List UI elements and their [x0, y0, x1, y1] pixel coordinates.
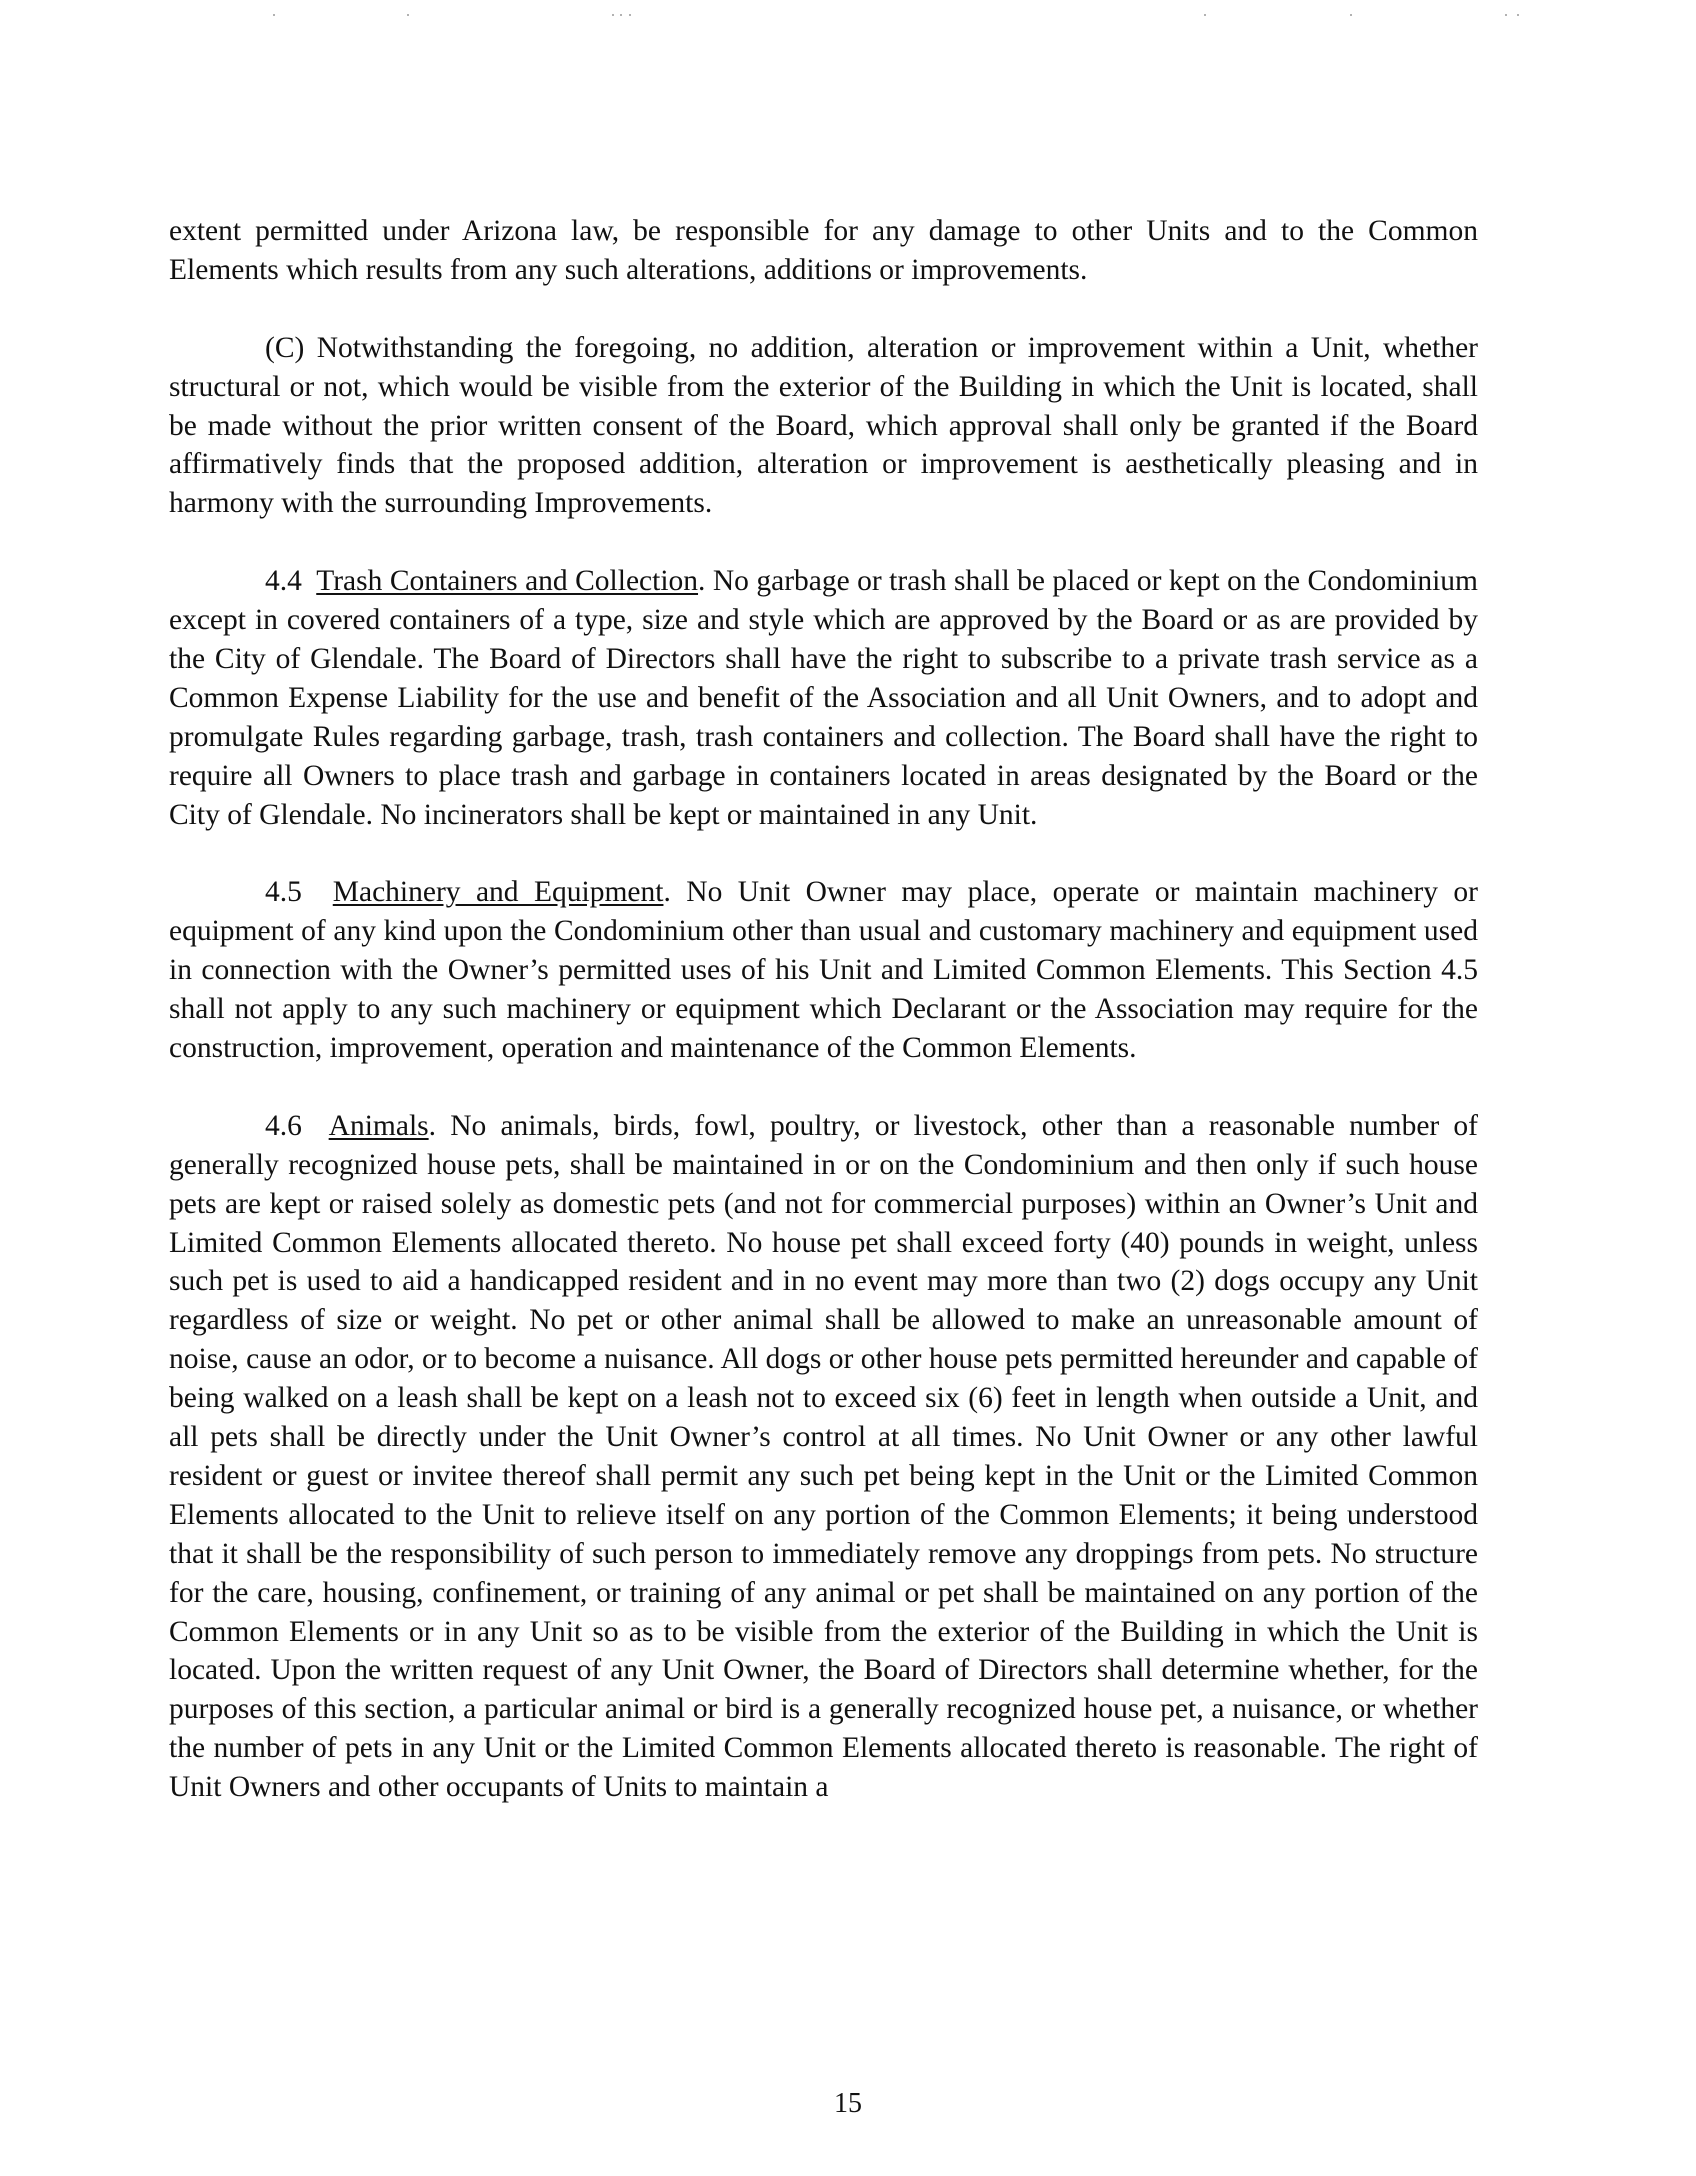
- scan-speck: [1505, 14, 1507, 16]
- section-number: 4.5: [265, 876, 302, 909]
- section-heading: Machinery and Equipment: [332, 876, 664, 909]
- section-number: 4.4: [265, 565, 302, 598]
- section-heading: Trash Containers and Collection: [316, 565, 699, 598]
- scan-speck: [1517, 14, 1519, 16]
- section-number: 4.6: [265, 1109, 302, 1142]
- section-4-6: 4.6 Animals. No animals, birds, fowl, poultry, or livestock, other than a reasonable number of generally recognized house pets, shall be maintained in or on the Condominium and then only if such house pets are kept or raised solely as domestic pets (and not for commercial purposes) within an Owner’s Unit and Limited Common Elements allocated thereto. No house pet shall exceed forty (40) pounds in weight, unless such pet is used to aid a handicapped resident and in no event may more than two (2) dogs occupy any Unit regardless of size or weight. No pet or other animal shall be allowed to make an unreasonable amount of noise, cause an odor, or to become a nuisance. All dogs or other house pets permitted hereunder and capable of being walked on a leash shall be kept on a leash not to exceed six (6) feet in length when outside a Unit, and all pets shall be directly under the Unit Owner’s control at all times. No Unit Owner or any other lawful resident or guest or invitee thereof shall permit any such pet being kept in the Unit or the Limited Common Elements allocated to the Unit to relieve itself on any portion of the Common Elements; it being understood that it shall be the responsibility of such person to immediately remove any droppings from pets. No structure for the care, housing, confinement, or training of any animal or pet shall be maintained on any portion of the Common Elements or in any Unit so as to be visible from the exterior of the Building in which the Unit is located. Upon the written request of any Unit Owner, the Board of Directors shall determine whether, for the purposes of this section, a particular animal or bird is a generally recognized house pet, a nuisance, or whether the number of pets in any Unit or the Limited Common Elements allocated thereto is reasonable. The right of Unit Owners and other occupants of Units to maintain a: [169, 1109, 1479, 1804]
- paragraph-continuation: [169, 212, 1478, 290]
- section-text: No Unit Owner may place, operate or maintain machinery or equipment of any kind upon the Condominium other than usual and customary machinery and equipment used in connection with the Owner’s permitted uses of his Unit and Limited Common Elements. This Section 4.5 shall not apply to any such machinery or equipment which Declarant or the Association may require for the construction, improvement, operation and maintenance of the Common Elements.: [169, 876, 1479, 1064]
- scan-speck: [612, 14, 614, 16]
- paragraph-text: (C) Notwithstanding the foregoing, no addition, alteration or improvement within a Unit, whether structural or not, which would be visible from the exterior of the Building in which the Unit is located, shall be made without the prior written consent of the Board, which approval shall only be granted if the Board affirmatively finds that the proposed addition, alteration or improvement is aesthetically pleasing and in harmony with the surrounding Improvements.: [169, 331, 1478, 520]
- page-number: 15: [834, 2088, 862, 2119]
- scan-speck: [273, 14, 275, 16]
- document-body: [169, 212, 1478, 1846]
- section-4-4: 4.4 Trash Containers and Collection. No garbage or trash shall be placed or kept on the Condominium except in covered containers of a type, size and style which are approved by the Board or as are provided by the City of Glendale. The Board of Directors shall have the right to subscribe to a private trash service as a Common Expense Liability for the use and benefit of the Association and all Unit Owners, and to adopt and promulgate Rules regarding garbage, trash, trash containers and collection. The Board shall have the right to require all Owners to place trash and garbage in containers located in areas designated by the Board or the City of Glendale. No incinerators shall be kept or maintained in any Unit.: [169, 565, 1479, 831]
- scan-speck: [407, 14, 409, 16]
- section-4-5: 4.5 Machinery and Equipment. No Unit Owner may place, operate or maintain machinery or equipment of any kind upon the Condominium other than usual and customary machinery and equipment used in connection with the Owner’s permitted uses of his Unit and Limited Common Elements. This Section 4.5 shall not apply to any such machinery or equipment which Declarant or the Association may require for the construction, improvement, operation and maintenance of the Common Elements.: [169, 876, 1479, 1064]
- scan-speck: [629, 14, 631, 16]
- scan-speck: [620, 14, 622, 16]
- section-text: No garbage or trash shall be placed or kept on the Condominium except in covered containers of a type, size and style which are approved by the Board or as are provided by the City of Glendale. The Board of Directors shall have the right to subscribe to a private trash service as a Common Expense Liability for the use and benefit of the Association and all Unit Owners, and to adopt and promulgate Rules regarding garbage, trash, trash containers and collection. The Board shall have the right to require all Owners to place trash and garbage in containers located in areas designated by the Board or the City of Glendale. No incinerators shall be kept or maintained in any Unit.: [169, 565, 1479, 831]
- scan-speck: [1204, 14, 1206, 16]
- scan-speck: [1350, 14, 1352, 16]
- section-heading: Animals: [328, 1109, 429, 1142]
- scan-artifacts: [0, 10, 1696, 24]
- paragraph-text: extent permitted under Arizona law, be responsible for any damage to other Units and to the Common Elements which results from any such alterations, additions or improvements.: [169, 215, 1478, 286]
- section-text: No animals, birds, fowl, poultry, or livestock, other than a reasonable number of generally recognized house pets, shall be maintained in or on the Condominium and then only if such house pets are kept or raised solely as domestic pets (and not for commercial purposes) within an Owner’s Unit and Limited Common Elements allocated thereto. No house pet shall exceed forty (40) pounds in weight, unless such pet is used to aid a handicapped resident and in no event may more than two (2) dogs occupy any Unit regardless of size or weight. No pet or other animal shall be allowed to make an unreasonable amount of noise, cause an odor, or to become a nuisance. All dogs or other house pets permitted hereunder and capable of being walked on a leash shall be kept on a leash not to exceed six (6) feet in length when outside a Unit, and all pets shall be directly under the Unit Owner’s control at all times. No Unit Owner or any other lawful resident or guest or invitee thereof shall permit any such pet being kept in the Unit or the Limited Common Elements allocated to the Unit to relieve itself on any portion of the Common Elements; it being understood that it shall be the responsibility of such person to immediately remove any droppings from pets. No structure for the care, housing, confinement, or training of any animal or pet shall be maintained on any portion of the Common Elements or in any Unit so as to be visible from the exterior of the Building in which the Unit is located. Upon the written request of any Unit Owner, the Board of Directors shall determine whether, for the purposes of this section, a particular animal or bird is a generally recognized house pet, a nuisance, or whether the number of pets in any Unit or the Limited Common Elements allocated thereto is reasonable. The right of Unit Owners and other occupants of Units to maintain a: [169, 1109, 1479, 1804]
- paragraph-c: [169, 329, 1478, 524]
